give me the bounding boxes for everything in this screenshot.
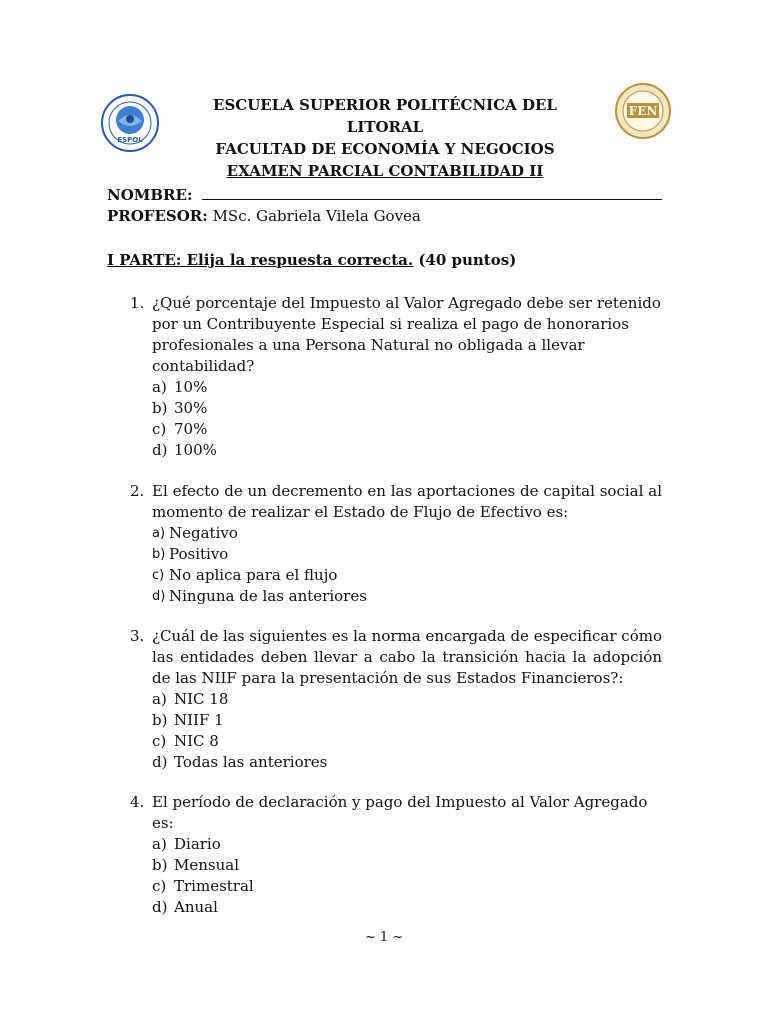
espol-logo xyxy=(100,93,160,153)
option-d[interactable] xyxy=(152,586,662,607)
option-letter: b) xyxy=(152,547,166,562)
professor-name: MSc. Gabriela Vilela Govea xyxy=(207,207,421,225)
option-text: NIIF 1 xyxy=(174,711,224,729)
option-list xyxy=(152,377,662,461)
professor-label: PROFESOR: xyxy=(107,207,208,225)
option-d[interactable] xyxy=(152,752,662,773)
option-c[interactable] xyxy=(152,731,662,752)
option-text: Trimestral xyxy=(174,877,254,895)
option-b[interactable] xyxy=(152,398,662,419)
option-list xyxy=(152,523,662,607)
question-4 xyxy=(130,792,662,918)
option-d[interactable] xyxy=(152,897,662,918)
exam-title: EXAMEN PARCIAL CONTABILIDAD II xyxy=(226,162,544,180)
option-text: NIC 8 xyxy=(174,732,219,750)
student-name-field[interactable] xyxy=(202,185,662,200)
question-number: 3. xyxy=(130,627,145,645)
option-letter: b) xyxy=(152,399,168,417)
question-number: 4. xyxy=(130,793,145,811)
question-text: ¿Qué porcentaje del Impuesto al Valor Agregado debe ser retenido por un Contribuyente Especial si realiza el pago de honorarios profesionales a una Persona Natural no obligada a llevar contabilidad? xyxy=(152,294,661,375)
question-number: 1. xyxy=(130,294,145,312)
option-letter: c) xyxy=(152,568,165,583)
fen-logo xyxy=(614,82,672,140)
option-letter: d) xyxy=(152,589,166,604)
professor-row xyxy=(107,207,421,225)
option-a[interactable] xyxy=(152,523,662,544)
student-name-label: NOMBRE: xyxy=(107,186,198,204)
option-text: Diario xyxy=(174,835,221,853)
part-title xyxy=(107,251,516,269)
faculty-name: FACULTAD DE ECONOMÍA Y NEGOCIOS xyxy=(215,140,555,158)
option-text: Anual xyxy=(174,898,218,916)
option-b[interactable] xyxy=(152,855,662,876)
option-text: Ninguna de las anteriores xyxy=(169,587,367,605)
option-text: 70% xyxy=(174,420,208,438)
option-letter: a) xyxy=(152,690,167,708)
option-c[interactable] xyxy=(152,419,662,440)
question-text: ¿Cuál de las siguientes es la norma encargada de especificar cómo las entidades deben llevar a cabo la transición hacia la adopción de las NIIF para la presentación de sus Estados Financieros?: xyxy=(152,627,662,687)
option-letter: a) xyxy=(152,378,167,396)
question-text: El período de declaración y pago del Impuesto al Valor Agregado es: xyxy=(152,793,648,832)
question-1 xyxy=(130,293,662,461)
exam-header xyxy=(175,94,595,182)
option-list xyxy=(152,689,662,773)
question-2 xyxy=(130,481,662,607)
option-text: 100% xyxy=(174,441,217,459)
option-d[interactable] xyxy=(152,440,662,461)
option-a[interactable] xyxy=(152,689,662,710)
option-text: 30% xyxy=(174,399,208,417)
question-text: El efecto de un decremento en las aportaciones de capital social al momento de realizar el Estado de Flujo de Efectivo es: xyxy=(152,482,662,521)
option-text: Negativo xyxy=(169,524,238,542)
option-letter: d) xyxy=(152,441,168,459)
option-list xyxy=(152,834,662,918)
option-c[interactable] xyxy=(152,565,662,586)
option-b[interactable] xyxy=(152,544,662,565)
question-number: 2. xyxy=(130,482,145,500)
option-letter: d) xyxy=(152,753,168,771)
fen-logo-text: FEN xyxy=(628,104,658,118)
option-letter: a) xyxy=(152,835,167,853)
option-letter: c) xyxy=(152,420,167,438)
option-b[interactable] xyxy=(152,710,662,731)
option-letter: a) xyxy=(152,526,166,541)
option-letter: c) xyxy=(152,877,167,895)
option-text: 10% xyxy=(174,378,208,396)
option-letter: d) xyxy=(152,898,168,916)
option-c[interactable] xyxy=(152,876,662,897)
option-text: No aplica para el flujo xyxy=(169,566,338,584)
question-3 xyxy=(130,626,662,773)
option-text: Positivo xyxy=(169,545,229,563)
option-a[interactable] xyxy=(152,834,662,855)
option-text: Todas las anteriores xyxy=(174,753,328,771)
part-instructions: I PARTE: Elija la respuesta correcta. xyxy=(107,251,414,269)
option-a[interactable] xyxy=(152,377,662,398)
option-text: NIC 18 xyxy=(174,690,229,708)
part-points: (40 puntos) xyxy=(413,251,517,269)
option-text: Mensual xyxy=(174,856,239,874)
student-name-row xyxy=(107,185,662,204)
option-letter: b) xyxy=(152,856,168,874)
institution-name: ESCUELA SUPERIOR POLITÉCNICA DEL LITORAL xyxy=(213,96,557,136)
espol-logo-text: ESPOL xyxy=(117,136,143,144)
option-letter: c) xyxy=(152,732,167,750)
option-letter: b) xyxy=(152,711,168,729)
page-number: ~ 1 ~ xyxy=(364,930,404,945)
